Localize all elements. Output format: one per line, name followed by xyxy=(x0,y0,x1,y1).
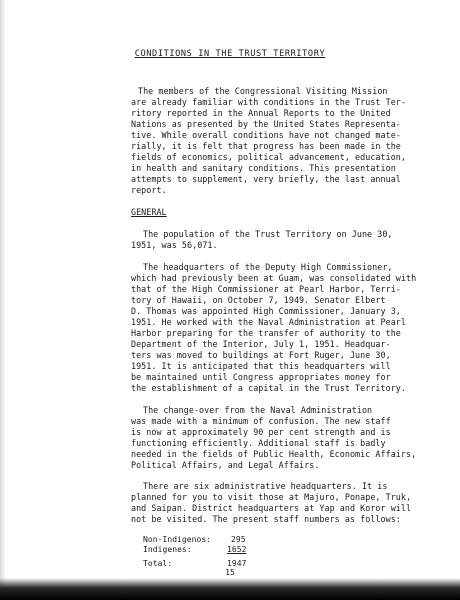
admin-line: not be visited. The present staff numbers as follows: xyxy=(131,514,401,524)
intro-line: in health and sanitary conditions. This presentation xyxy=(131,163,396,173)
headquarters-line: the establishment of a capital in the Trust Territory. xyxy=(131,383,406,393)
scan-shadow xyxy=(0,578,460,600)
staff-indigenous-label: Indigenes: xyxy=(143,545,192,554)
intro-line: attempts to supplement, very briefly, the last annual xyxy=(131,174,401,184)
headquarters-line: 1951. He worked with the Naval Administration at Pearl xyxy=(131,317,406,327)
headquarters-line: Harbor preparing for the transfer of authority to the xyxy=(131,328,401,338)
population-line: The population of the Trust Territory on June 30, xyxy=(143,229,393,239)
intro-line: rially, it is felt that progress has been made in the xyxy=(131,141,401,151)
intro-line: Nations as presented by the United States Representa- xyxy=(131,119,401,129)
intro-line: fields of economics, political advancement, education, xyxy=(131,152,406,162)
headquarters-line: D. Thomas was appointed High Commissioner, January 3, xyxy=(131,306,401,316)
admin-line: and Saipan. District headquarters at Yap and Koror will xyxy=(131,503,412,513)
changeover-line: Political Affairs, and Legal Affairs. xyxy=(131,460,320,470)
section-heading-general: GENERAL xyxy=(131,207,167,217)
changeover-line: functioning efficiently. Additional staff is badly xyxy=(131,438,386,448)
headquarters-line: The headquarters of the Deputy High Commissioner, xyxy=(143,262,393,272)
headquarters-line: ters was moved to buildings at Fort Ruger, June 30, xyxy=(131,350,391,360)
admin-line: planned for you to visit those at Majuro, Ponape, Truk, xyxy=(131,492,412,502)
intro-line: The members of the Congressional Visiting Mission xyxy=(138,86,388,96)
changeover-line: The change-over from the Naval Administration xyxy=(143,405,373,415)
intro-line: are already familiar with conditions in the Trust Ter- xyxy=(131,97,406,107)
headquarters-line: Department of the Interior, July 1, 1951. Headquar- xyxy=(131,339,391,349)
population-line: 1951, was 56,071. xyxy=(131,240,218,250)
staff-non-indigenous-label: Non-Indigenos: xyxy=(143,535,212,544)
changeover-line: is now at approximately 90 per cent strength and is xyxy=(131,427,391,437)
changeover-line: was made with a minimum of confusion. The new staff xyxy=(131,416,391,426)
page-number: 15 xyxy=(225,568,235,577)
intro-line: report. xyxy=(131,185,167,195)
intro-line: ritory reported in the Annual Reports to the United xyxy=(131,108,391,118)
staff-indigenous-value: 1652 xyxy=(227,545,247,554)
changeover-line: needed in the fields of Public Health, Economic Affairs, xyxy=(131,449,417,459)
headquarters-line: 1951. It is anticipated that this headquarters will xyxy=(131,361,391,371)
headquarters-line: which had previously been at Guam, was consolidated with xyxy=(131,273,417,283)
staff-total-label: Total: xyxy=(143,559,173,568)
intro-line: tive. While overall conditions have not changed mate- xyxy=(131,130,401,140)
staff-total-value: 1947 xyxy=(227,559,247,568)
headquarters-line: tory of Hawaii, on October 7, 1949. Senator Elbert xyxy=(131,295,386,305)
admin-line: There are six administrative headquarters. It is xyxy=(143,481,388,491)
staff-non-indigenous-value: 295 xyxy=(231,535,246,544)
page-title: CONDITIONS IN THE TRUST TERRITORY xyxy=(134,49,326,59)
headquarters-line: that of the High Commissioner at Pearl Harbor, Terri- xyxy=(131,284,401,294)
headquarters-line: be maintained until Congress appropriates money for xyxy=(131,372,391,382)
